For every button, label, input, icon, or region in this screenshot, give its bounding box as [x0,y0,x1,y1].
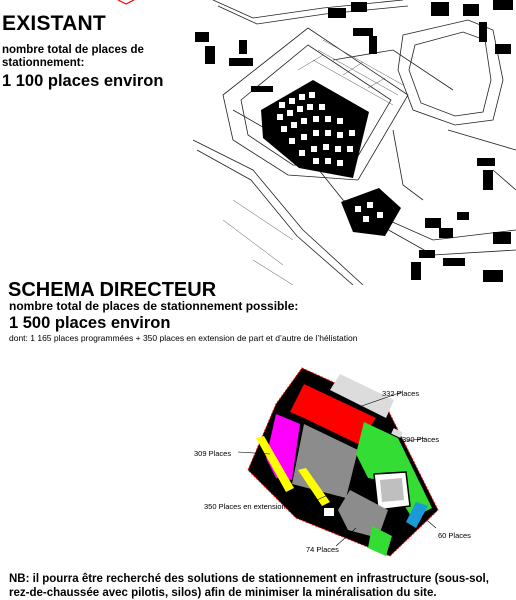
label-332: 332 Places [382,389,420,398]
label-74: 74 Places [306,545,339,554]
schema-note: dont: 1 165 places programmées + 350 places en extension de part et d’autre de l’hélistation [9,333,358,343]
label-60: 60 Places [438,531,471,540]
red-mark [116,0,136,6]
schema-title: SCHEMA DIRECTEUR [8,279,217,301]
existant-count: 1 100 places environ [2,72,164,90]
label-350: 350 Places en extension [204,502,286,511]
existant-subtitle: nombre total de places de stationnement: [2,44,144,69]
existant-title: EXISTANT [2,12,106,35]
nb-note: NB: il pourra être recherché des solutions de stationnement en infrastructure (sous-sol, rez-de-chaussée avec pilotis, silos) afin de minimiser la minéralisation du site. [9,573,489,599]
label-390: 390 Places [402,435,440,444]
existing-site-map [193,0,516,285]
schema-count: 1 500 places environ [9,314,171,332]
schema-subtitle: nombre total de places de stationnement possible: [9,299,299,313]
master-plan-diagram [180,360,516,565]
label-309: 309 Places [194,449,232,458]
